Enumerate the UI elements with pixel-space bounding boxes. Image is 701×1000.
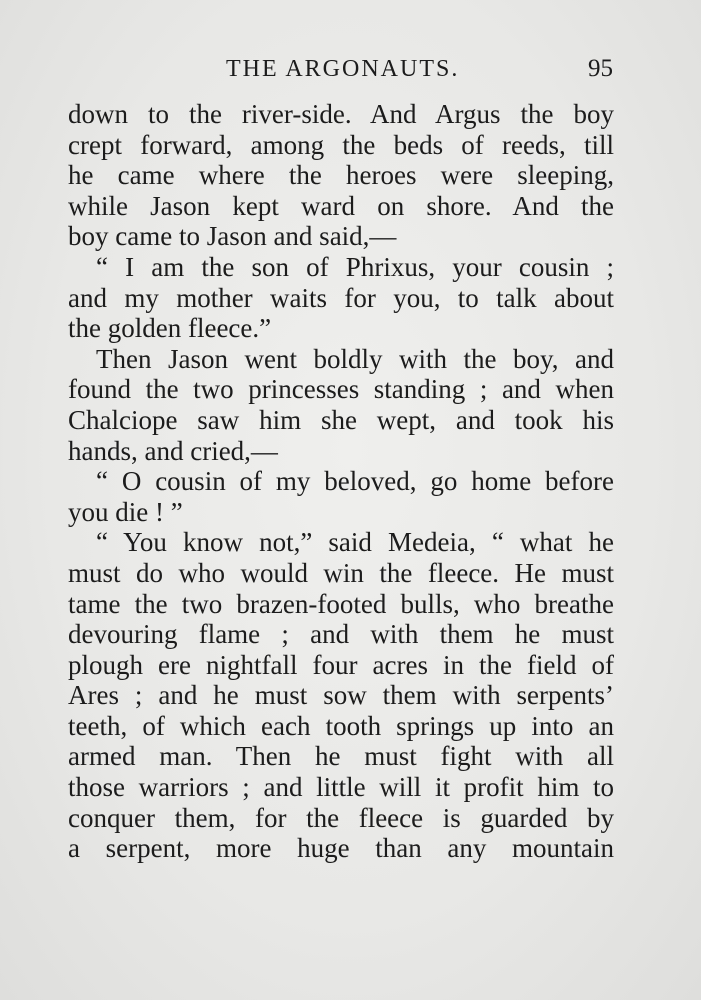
text-line: armed man. Then he must fight with all: [68, 741, 614, 772]
text-line: Chalciope saw him she wept, and took his: [68, 404, 614, 435]
text-line: “ O cousin of my beloved, go home before: [96, 466, 614, 497]
running-head-title: THE ARGONAUTS.: [226, 56, 460, 82]
text-line: down to the river-side. And Argus the boy: [68, 99, 614, 129]
text-line: devouring flame ; and with them he must: [68, 619, 614, 650]
text-line: teeth, of which each tooth springs up into an: [68, 710, 614, 741]
text-line: boy came to Jason and said,—: [68, 221, 397, 252]
text-line: Ares ; and he must sow them with serpents’: [68, 680, 614, 711]
text-line: and my mother waits for you, to talk about: [68, 282, 614, 313]
text-line: the golden fleece.”: [68, 313, 272, 344]
text-line: a serpent, more huge than any mountain: [68, 833, 614, 864]
text-line: “ I am the son of Phrixus, your cousin ;: [96, 251, 614, 282]
page-number: 95: [588, 55, 613, 82]
text-line: while Jason kept ward on shore. And the: [68, 190, 614, 221]
text-line: Then Jason went boldly with the boy, and: [96, 343, 614, 374]
text-line: plough ere nightfall four acres in the field of: [68, 649, 614, 680]
text-line: hands, and cried,—: [68, 435, 278, 466]
text-line: those warriors ; and little will it profit him to: [68, 772, 614, 803]
text-line: must do who would win the fleece. He must: [68, 557, 614, 588]
body-text: [68, 99, 614, 864]
text-line: “ You know not,” said Medeia, “ what he: [96, 527, 614, 558]
running-head: [0, 52, 701, 86]
text-line: crept forward, among the beds of reeds, till: [68, 129, 614, 160]
text-line: found the two princesses standing ; and when: [68, 374, 614, 405]
text-line: you die ! ”: [68, 496, 183, 527]
text-line: he came where the heroes were sleeping,: [68, 160, 614, 191]
text-line: conquer them, for the fleece is guarded by: [68, 802, 614, 833]
text-line: tame the two brazen-footed bulls, who breathe: [68, 588, 614, 619]
